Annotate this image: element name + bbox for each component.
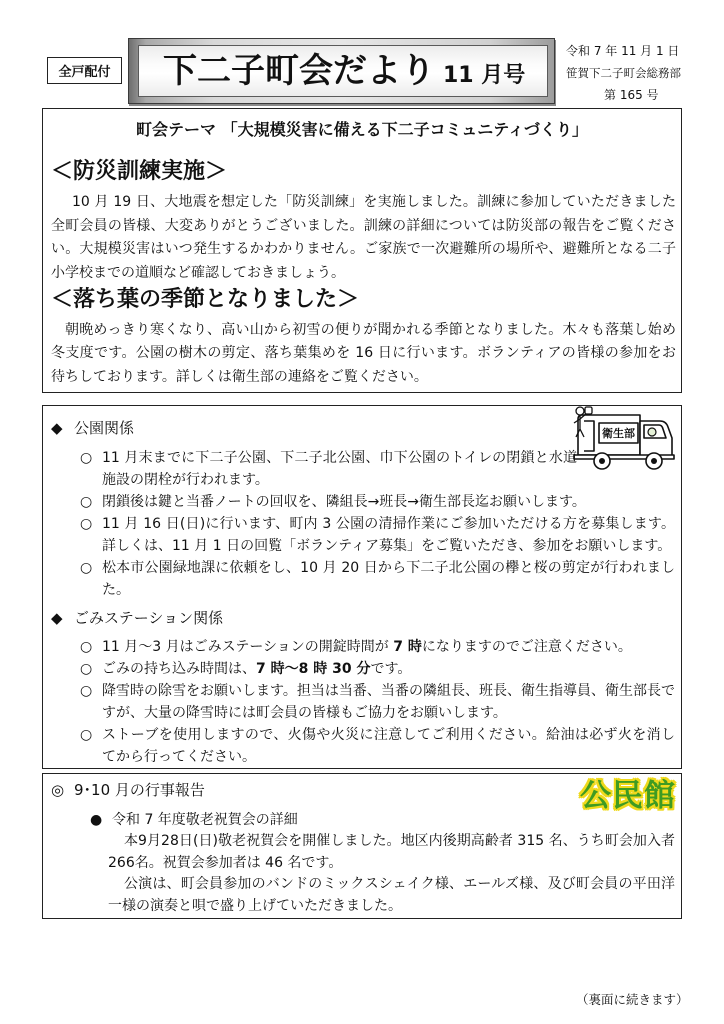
- issue-meta: [566, 40, 706, 106]
- park-heading-label: 公園関係: [74, 419, 135, 437]
- title-panel: [138, 45, 548, 97]
- title-banner: [128, 38, 555, 104]
- report-marker: ◎: [51, 781, 65, 799]
- section-marker: ◆: [51, 609, 63, 627]
- drill-heading: ＜防災訓練実施＞: [51, 159, 228, 184]
- garbage-heading: [51, 607, 681, 629]
- list-item-text: 閉鎖後は鍵と当番ノートの回収を、隣組長→班長→衛生部長迄お願いします。: [102, 494, 586, 510]
- emphasis-text: 7 時～8 時 30 分: [256, 661, 371, 677]
- event-title-label: 令和 7 年度敬老祝賀会の詳細: [112, 812, 298, 828]
- list-item-text: ごみの持ち込み時間は、: [102, 661, 256, 677]
- report-heading-label: 9･10 月の行事報告: [74, 781, 205, 799]
- list-item-text: です。: [370, 661, 412, 677]
- list-item: [43, 491, 681, 513]
- list-item-text: 11 月～3 月はごみステーションの開錠時間が: [102, 639, 394, 655]
- driver-face: [648, 428, 656, 436]
- garbage-list: [43, 636, 681, 768]
- bullet-marker: ○: [80, 639, 93, 655]
- community-theme: 町会テーマ 「大規模災害に備える下二子コミュニティづくり」: [136, 120, 588, 139]
- bullet-marker: ○: [80, 683, 93, 699]
- park-list: [43, 447, 681, 601]
- intro-box: [42, 108, 682, 393]
- list-item-text: になりますのでご注意ください。: [421, 639, 632, 655]
- event-title: [43, 809, 681, 831]
- list-item-text: 11 月末までに下二子公園、下二子北公園、巾下公園のトイレの閉鎖と水道施設の閉栓が行われます。: [102, 450, 577, 488]
- list-item-text: 降雪時の除雪をお願いします。担当は当番、当番の隣組長、班長、衛生指導員、衛生部長ですが、大量の降雪時には町会員の皆様もご協力をお願いします。: [102, 683, 675, 721]
- distribution-label: 全戸配付: [47, 57, 122, 84]
- issue-number: 第 165 号: [604, 88, 659, 102]
- garbage-heading-label: ごみステーション関係: [74, 609, 224, 627]
- list-item: [43, 680, 681, 724]
- list-item: [43, 658, 681, 680]
- list-item: [43, 513, 681, 557]
- publisher: 笹賀下二子町会総務部: [566, 66, 681, 80]
- bullet-marker: ○: [80, 516, 93, 532]
- event-bullet: ●: [90, 812, 103, 828]
- bullet-marker: ○: [80, 727, 93, 743]
- newsletter-title: 下二子町会だより: [163, 51, 435, 91]
- section-marker: ◆: [51, 419, 63, 437]
- drill-paragraph: 10 月 19 日、大地震を想定した「防災訓練」を実施しました。訓練に参加していただきました全町会員の皆様、大変ありがとうございました。訓練の詳細については防災部の報告をご覧ください。大規模災害はいつ発生するかわかりません。ご家族で一次避難所の場所や、避難所となる二子小学校までの道順など確認しておきましょう。: [51, 194, 676, 281]
- bullet-marker: ○: [80, 661, 93, 677]
- leaves-paragraph: 朝晩めっきり寒くなり、高い山から初雪の便りが聞かれる季節となりました。木々も落葉し始め冬支度です。公園の樹木の剪定、落ち葉集めを 16 日に行います。ボランティアの皆様の参加をお待ちしております。詳しくは衛生部の連絡をご覧ください。: [51, 321, 676, 385]
- list-item-text: 11 月 16 日(日)に行います、町内 3 公園の清掃作業にご参加いただける方を募集します。詳しくは、11 月 1 日の回覧「ボランティア募集」をご覧いただき、参加をお願いします。: [102, 516, 675, 554]
- report-paragraph: 本9月28日(日)敬老祝賀会を開催しました。地区内後期高齢者 315 名、うち町会加入者 266名。祝賀会参加者は 46 名です。: [108, 833, 675, 871]
- list-item: [43, 636, 681, 658]
- issue-label: 11 月号: [443, 63, 526, 88]
- emphasis-text: 7 時: [393, 639, 422, 655]
- list-item: [43, 724, 681, 768]
- leaves-heading: ＜落ち葉の季節となりました＞: [51, 287, 360, 312]
- list-item: [43, 447, 681, 491]
- report-box: [42, 773, 682, 919]
- bullet-marker: ○: [80, 450, 93, 466]
- report-paragraph: 公演は、町会員参加のバンドのミックスシェイク様、エールズ様、及び町会員の平田洋一様の演奏と唄で盛り上げていただきました。: [108, 876, 675, 914]
- list-item-text: ストーブを使用しますので、火傷や火災に注意してご利用ください。給油は必ず火を消してから行ってください。: [102, 727, 675, 765]
- issue-date: 令和 7 年 11 月 1 日: [566, 44, 680, 58]
- community-center-logo: 公民館: [580, 778, 676, 814]
- list-item-text: 松本市公園緑地課に依頼をし、10 月 20 日から下二子北公園の欅と桜の剪定が行われました。: [102, 560, 675, 598]
- truck-label: 衛生部: [602, 427, 635, 440]
- continued-note: （裏面に続きます）: [576, 992, 689, 1007]
- bullet-marker: ○: [80, 494, 93, 510]
- bullet-marker: ○: [80, 560, 93, 576]
- notices-box: [42, 405, 682, 769]
- list-item: [43, 557, 681, 601]
